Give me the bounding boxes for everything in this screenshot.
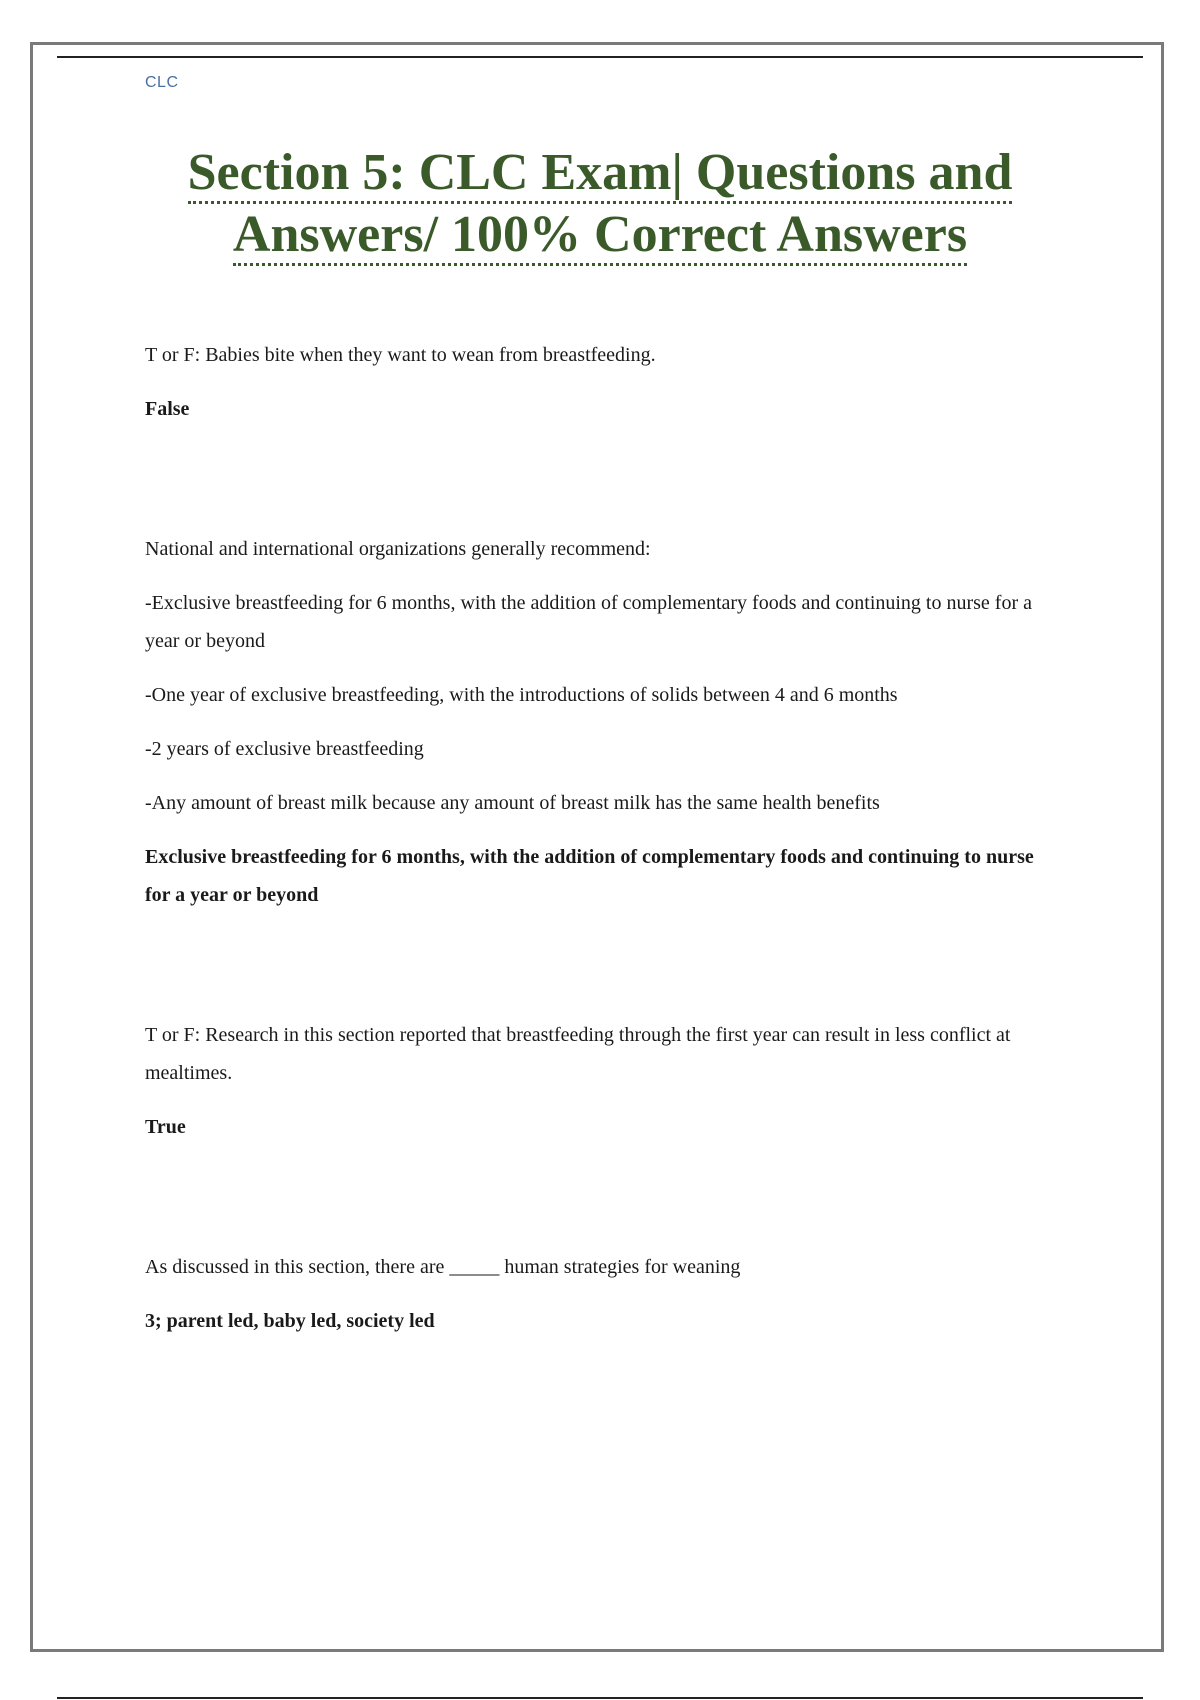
header-label: CLC [145,74,179,91]
answer-text: Exclusive breastfeeding for 6 months, with the addition of complementary foods and continuing to nurse for a year or beyond [145,846,1034,906]
answer-text: True [145,1116,186,1138]
header-rule [57,56,1143,58]
qa-item-1 [145,336,1060,428]
answer-text: 3; parent led, baby led, society led [145,1310,435,1332]
qa-item-4 [145,1248,1060,1340]
footer-rule [57,1697,1143,1699]
question-text: T or F: Babies bite when they want to wean from breastfeeding. [145,344,656,366]
qa-content [145,336,1060,1356]
option-text: -Any amount of breast milk because any amount of breast milk has the same health benefits [145,792,880,814]
qa-item-2 [145,530,1060,914]
question-text: T or F: Research in this section reported that breastfeeding through the first year can result in less conflict at mealtimes. [145,1024,1011,1084]
qa-item-3 [145,1016,1060,1146]
answer-text: False [145,398,190,420]
document-title [100,142,1100,266]
question-text: As discussed in this section, there are _____ human strategies for weaning [145,1256,741,1278]
question-text: National and international organizations generally recommend: [145,538,651,560]
title-line-2: Answers/ 100% Correct Answers [233,206,967,266]
option-text: -2 years of exclusive breastfeeding [145,738,424,760]
option-text: -One year of exclusive breastfeeding, with the introductions of solids between 4 and 6 months [145,684,898,706]
option-text: -Exclusive breastfeeding for 6 months, with the addition of complementary foods and continuing to nurse for a year or beyond [145,592,1033,652]
title-line-1: Section 5: CLC Exam| Questions and [188,144,1013,204]
